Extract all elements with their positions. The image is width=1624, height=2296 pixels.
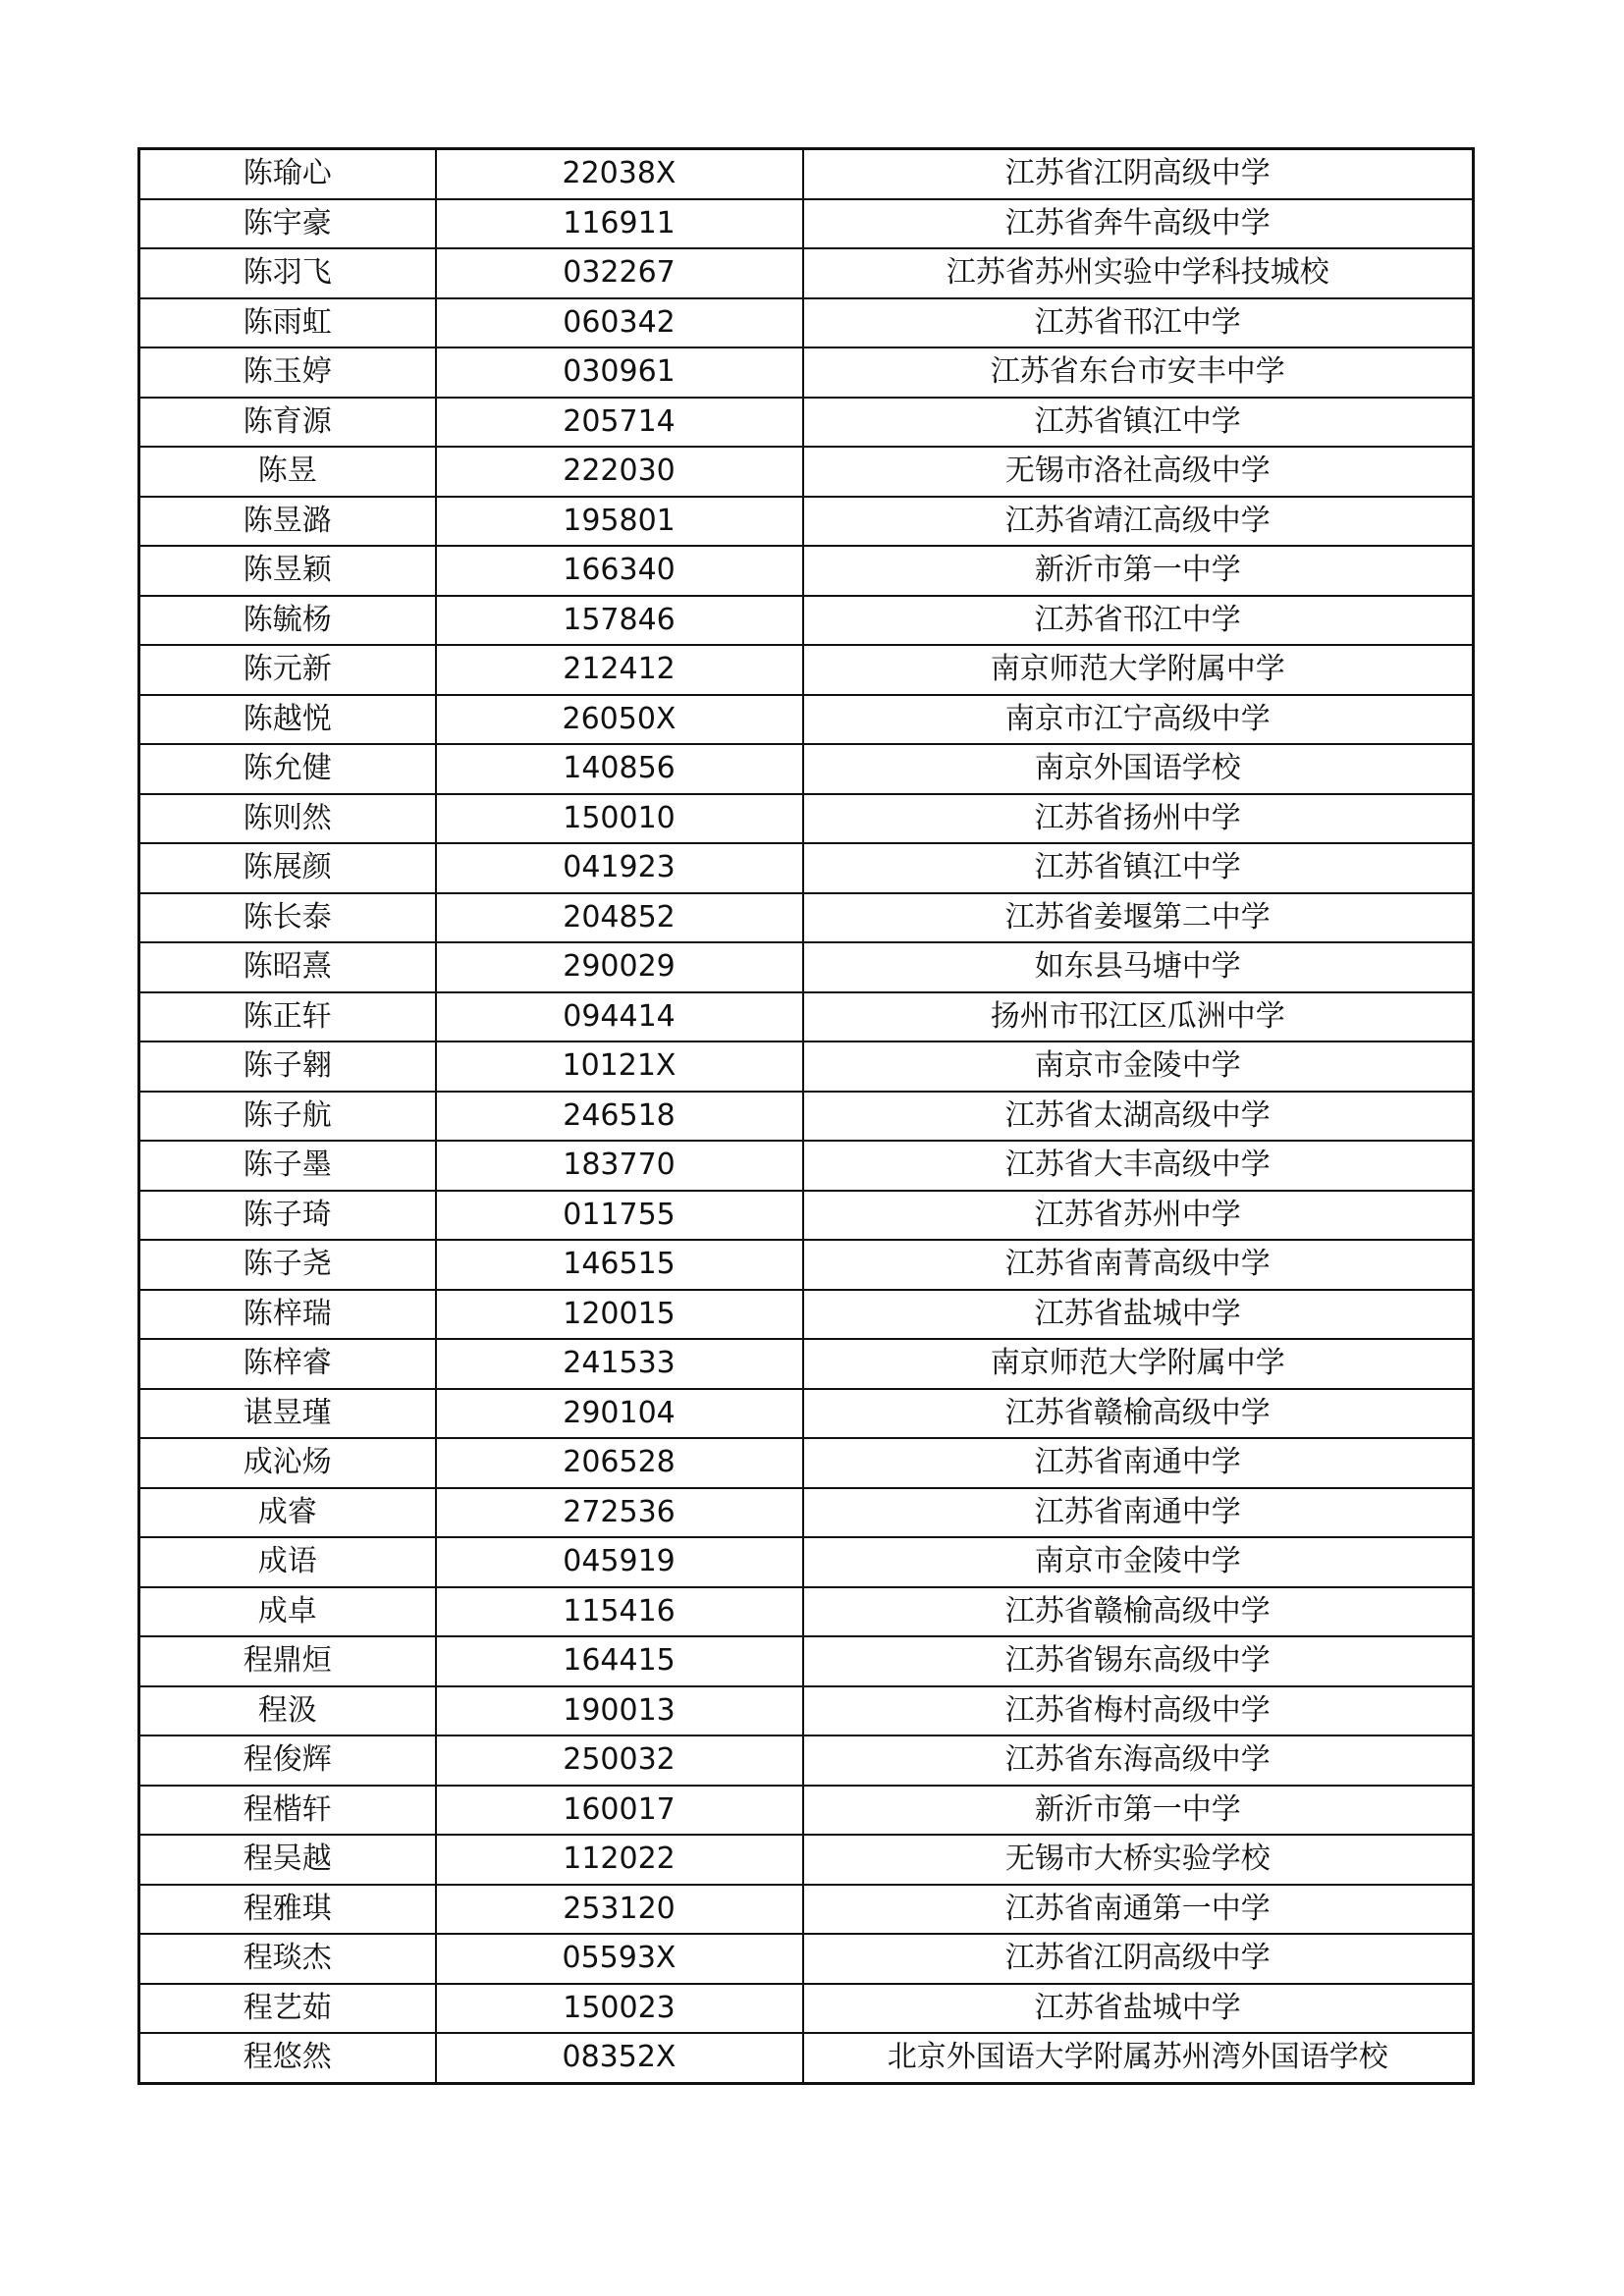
student-id-cell: 116911 [436, 199, 803, 249]
student-id-cell: 160017 [436, 1786, 803, 1836]
school-name-cell: 扬州市邗江区瓜洲中学 [803, 992, 1474, 1042]
school-name-cell: 南京市江宁高级中学 [803, 695, 1474, 745]
school-name-cell: 江苏省盐城中学 [803, 1984, 1474, 2034]
student-name-cell: 陈允健 [139, 744, 436, 794]
school-name-cell: 江苏省锡东高级中学 [803, 1636, 1474, 1686]
student-id-cell: 212412 [436, 645, 803, 695]
school-name-cell: 江苏省赣榆高级中学 [803, 1587, 1474, 1637]
student-id-cell: 22038X [436, 149, 803, 199]
student-name-cell: 成卓 [139, 1587, 436, 1637]
table-row [139, 744, 1474, 794]
table-row [139, 1686, 1474, 1736]
table-row [139, 1092, 1474, 1142]
student-name-cell: 陈长泰 [139, 893, 436, 943]
school-name-cell: 江苏省镇江中学 [803, 843, 1474, 893]
student-name-cell: 陈宇豪 [139, 199, 436, 249]
table-row [139, 298, 1474, 348]
table-row [139, 2033, 1474, 2083]
student-id-cell: 120015 [436, 1290, 803, 1340]
student-id-cell: 253120 [436, 1885, 803, 1935]
table-row [139, 596, 1474, 646]
student-id-cell: 011755 [436, 1191, 803, 1241]
student-name-cell: 程悠然 [139, 2033, 436, 2083]
table-row [139, 497, 1474, 547]
table-row [139, 1835, 1474, 1885]
school-name-cell: 江苏省江阴高级中学 [803, 149, 1474, 199]
school-name-cell: 江苏省南通中学 [803, 1488, 1474, 1538]
student-name-cell: 陈梓瑞 [139, 1290, 436, 1340]
student-id-cell: 030961 [436, 347, 803, 398]
table-row [139, 794, 1474, 844]
table-row [139, 1041, 1474, 1092]
student-id-cell: 246518 [436, 1092, 803, 1142]
student-id-cell: 164415 [436, 1636, 803, 1686]
school-name-cell: 江苏省东海高级中学 [803, 1735, 1474, 1786]
school-name-cell: 江苏省赣榆高级中学 [803, 1389, 1474, 1439]
student-id-cell: 150023 [436, 1984, 803, 2034]
table-row [139, 942, 1474, 992]
student-id-cell: 045919 [436, 1537, 803, 1587]
student-name-cell: 陈子墨 [139, 1141, 436, 1191]
school-name-cell: 江苏省靖江高级中学 [803, 497, 1474, 547]
school-name-cell: 江苏省邗江中学 [803, 596, 1474, 646]
student-id-cell: 26050X [436, 695, 803, 745]
student-id-cell: 206528 [436, 1438, 803, 1488]
school-name-cell: 如东县马塘中学 [803, 942, 1474, 992]
student-id-cell: 032267 [436, 248, 803, 298]
school-name-cell: 江苏省邗江中学 [803, 298, 1474, 348]
student-name-cell: 陈昱颖 [139, 546, 436, 596]
table-row [139, 843, 1474, 893]
student-name-cell: 陈瑜心 [139, 149, 436, 199]
student-id-cell: 166340 [436, 546, 803, 596]
student-name-cell: 程雅琪 [139, 1885, 436, 1935]
student-name-cell: 陈玉婷 [139, 347, 436, 398]
school-name-cell: 无锡市大桥实验学校 [803, 1835, 1474, 1885]
student-name-cell: 成睿 [139, 1488, 436, 1538]
table-row [139, 1786, 1474, 1836]
student-name-cell: 陈子尧 [139, 1240, 436, 1290]
table-row [139, 1934, 1474, 1984]
student-name-cell: 陈羽飞 [139, 248, 436, 298]
student-name-cell: 陈昱 [139, 447, 436, 497]
school-name-cell: 南京师范大学附属中学 [803, 1339, 1474, 1389]
student-id-cell: 190013 [436, 1686, 803, 1736]
table-row [139, 398, 1474, 448]
student-name-cell: 成语 [139, 1537, 436, 1587]
school-name-cell: 江苏省南菁高级中学 [803, 1240, 1474, 1290]
student-id-cell: 205714 [436, 398, 803, 448]
student-name-cell: 程汲 [139, 1686, 436, 1736]
school-name-cell: 江苏省盐城中学 [803, 1290, 1474, 1340]
school-name-cell: 南京外国语学校 [803, 744, 1474, 794]
student-name-cell: 陈越悦 [139, 695, 436, 745]
student-name-cell: 陈雨虹 [139, 298, 436, 348]
table-row [139, 1636, 1474, 1686]
school-name-cell: 无锡市洛社高级中学 [803, 447, 1474, 497]
table-row [139, 1984, 1474, 2034]
student-id-cell: 05593X [436, 1934, 803, 1984]
school-name-cell: 江苏省太湖高级中学 [803, 1092, 1474, 1142]
school-name-cell: 江苏省大丰高级中学 [803, 1141, 1474, 1191]
student-id-cell: 183770 [436, 1141, 803, 1191]
table-row [139, 1735, 1474, 1786]
student-id-cell: 10121X [436, 1041, 803, 1092]
school-name-cell: 江苏省江阴高级中学 [803, 1934, 1474, 1984]
student-id-cell: 195801 [436, 497, 803, 547]
student-id-cell: 204852 [436, 893, 803, 943]
school-name-cell: 江苏省扬州中学 [803, 794, 1474, 844]
student-id-cell: 08352X [436, 2033, 803, 2083]
school-name-cell: 南京师范大学附属中学 [803, 645, 1474, 695]
student-name-cell: 成沁炀 [139, 1438, 436, 1488]
student-id-cell: 157846 [436, 596, 803, 646]
table-row [139, 1587, 1474, 1637]
table-row [139, 645, 1474, 695]
table-row [139, 546, 1474, 596]
student-name-cell: 陈昭熹 [139, 942, 436, 992]
table-row [139, 893, 1474, 943]
student-name-cell: 陈元新 [139, 645, 436, 695]
student-name-cell: 陈子航 [139, 1092, 436, 1142]
table-row [139, 1438, 1474, 1488]
school-name-cell: 江苏省南通中学 [803, 1438, 1474, 1488]
table-row [139, 1885, 1474, 1935]
student-name-cell: 陈育源 [139, 398, 436, 448]
student-name-cell: 陈展颜 [139, 843, 436, 893]
table-row [139, 992, 1474, 1042]
school-name-cell: 江苏省镇江中学 [803, 398, 1474, 448]
student-name-cell: 陈毓杨 [139, 596, 436, 646]
student-id-cell: 250032 [436, 1735, 803, 1786]
table-row [139, 1290, 1474, 1340]
student-id-cell: 241533 [436, 1339, 803, 1389]
student-id-cell: 094414 [436, 992, 803, 1042]
table-row [139, 149, 1474, 199]
table-row [139, 1339, 1474, 1389]
student-roster-table [137, 147, 1475, 2085]
student-name-cell: 程吴越 [139, 1835, 436, 1885]
student-id-cell: 146515 [436, 1240, 803, 1290]
student-name-cell: 程鼎烜 [139, 1636, 436, 1686]
student-id-cell: 115416 [436, 1587, 803, 1637]
school-name-cell: 江苏省东台市安丰中学 [803, 347, 1474, 398]
student-name-cell: 程楷轩 [139, 1786, 436, 1836]
student-id-cell: 041923 [436, 843, 803, 893]
table-row [139, 1191, 1474, 1241]
student-id-cell: 290029 [436, 942, 803, 992]
student-id-cell: 222030 [436, 447, 803, 497]
school-name-cell: 南京市金陵中学 [803, 1041, 1474, 1092]
student-name-cell: 陈昱潞 [139, 497, 436, 547]
school-name-cell: 江苏省南通第一中学 [803, 1885, 1474, 1935]
roster-body [139, 149, 1474, 2084]
student-id-cell: 290104 [436, 1389, 803, 1439]
school-name-cell: 江苏省苏州实验中学科技城校 [803, 248, 1474, 298]
table-row [139, 347, 1474, 398]
school-name-cell: 新沂市第一中学 [803, 546, 1474, 596]
student-name-cell: 陈正轩 [139, 992, 436, 1042]
student-name-cell: 陈则然 [139, 794, 436, 844]
student-name-cell: 程俊辉 [139, 1735, 436, 1786]
school-name-cell: 江苏省姜堰第二中学 [803, 893, 1474, 943]
student-id-cell: 150010 [436, 794, 803, 844]
student-name-cell: 陈子翱 [139, 1041, 436, 1092]
student-id-cell: 112022 [436, 1835, 803, 1885]
student-name-cell: 程琰杰 [139, 1934, 436, 1984]
table-row [139, 1488, 1474, 1538]
student-id-cell: 140856 [436, 744, 803, 794]
school-name-cell: 江苏省奔牛高级中学 [803, 199, 1474, 249]
school-name-cell: 北京外国语大学附属苏州湾外国语学校 [803, 2033, 1474, 2083]
table-row [139, 695, 1474, 745]
school-name-cell: 江苏省苏州中学 [803, 1191, 1474, 1241]
school-name-cell: 新沂市第一中学 [803, 1786, 1474, 1836]
table-row [139, 447, 1474, 497]
table-row [139, 1141, 1474, 1191]
student-name-cell: 程艺茹 [139, 1984, 436, 2034]
student-name-cell: 谌昱瑾 [139, 1389, 436, 1439]
student-name-cell: 陈梓睿 [139, 1339, 436, 1389]
school-name-cell: 江苏省梅村高级中学 [803, 1686, 1474, 1736]
student-name-cell: 陈子琦 [139, 1191, 436, 1241]
table-row [139, 248, 1474, 298]
table-row [139, 199, 1474, 249]
table-row [139, 1389, 1474, 1439]
school-name-cell: 南京市金陵中学 [803, 1537, 1474, 1587]
table-row [139, 1537, 1474, 1587]
student-id-cell: 060342 [436, 298, 803, 348]
table-row [139, 1240, 1474, 1290]
student-id-cell: 272536 [436, 1488, 803, 1538]
